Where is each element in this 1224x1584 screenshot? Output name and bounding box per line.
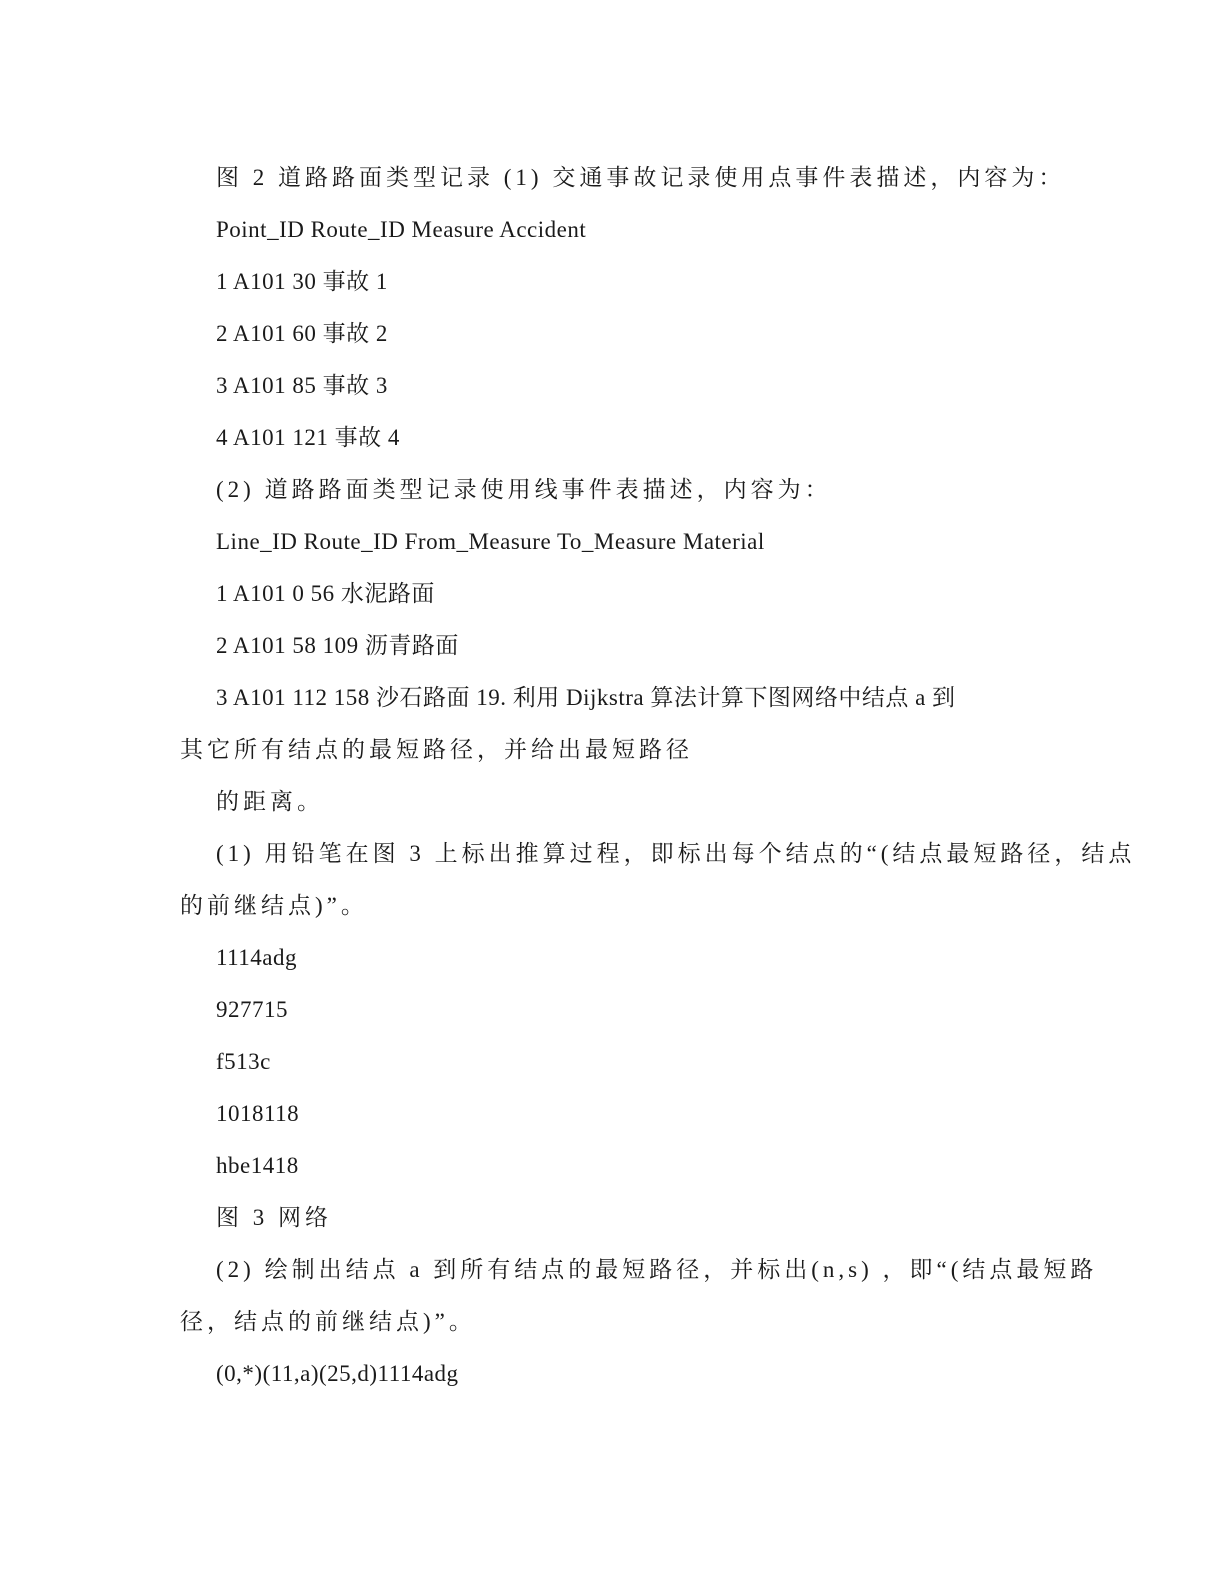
- line-table-header: Line_ID Route_ID From_Measure To_Measure Material: [216, 529, 765, 554]
- subquestion-1-continued: 的前继结点)”。: [180, 893, 368, 918]
- point-table-row-4: 4 A101 121 事故 4: [216, 425, 400, 450]
- point-table-row-2: 2 A101 60 事故 2: [216, 321, 388, 346]
- figure3-text-5: hbe1418: [216, 1153, 299, 1178]
- line-table-row-2: 2 A101 58 109 沥青路面: [216, 633, 459, 658]
- figure3-text-3: f513c: [216, 1049, 271, 1074]
- line-table-row-3-question-19: 3 A101 112 158 沙石路面 19. 利用 Dijkstra 算法计算下图网络中结点 a 到: [216, 685, 956, 710]
- line-event-intro: (2) 道路路面类型记录使用线事件表描述，内容为：: [216, 477, 832, 502]
- subquestion-2-continued: 径，结点的前继结点)”。: [180, 1309, 476, 1334]
- caption-fig3: 图 3 网络: [216, 1205, 332, 1230]
- figure3-text-4: 1018118: [216, 1101, 300, 1126]
- question-19-end: 的距离。: [216, 789, 324, 814]
- answer-path-line: (0,*)(11,a)(25,d)1114adg: [216, 1361, 459, 1386]
- point-table-header: Point_ID Route_ID Measure Accident: [216, 217, 587, 242]
- figure3-text-2: 927715: [216, 997, 288, 1022]
- point-table-row-3: 3 A101 85 事故 3: [216, 373, 388, 398]
- question-19-continued: 其它所有结点的最短路径，并给出最短路径: [180, 737, 693, 762]
- figure3-text-1: 1114adg: [216, 945, 298, 970]
- point-table-row-1: 1 A101 30 事故 1: [216, 269, 388, 294]
- subquestion-1: (1) 用铅笔在图 3 上标出推算过程，即标出每个结点的“(结点最短路径，结点: [216, 841, 1136, 866]
- caption-fig2-line: 图 2 道路路面类型记录 (1) 交通事故记录使用点事件表描述，内容为：: [216, 165, 1066, 190]
- subquestion-2: (2) 绘制出结点 a 到所有结点的最短路径，并标出(n,s) ，即“(结点最短路: [216, 1257, 1098, 1282]
- line-table-row-1: 1 A101 0 56 水泥路面: [216, 581, 435, 606]
